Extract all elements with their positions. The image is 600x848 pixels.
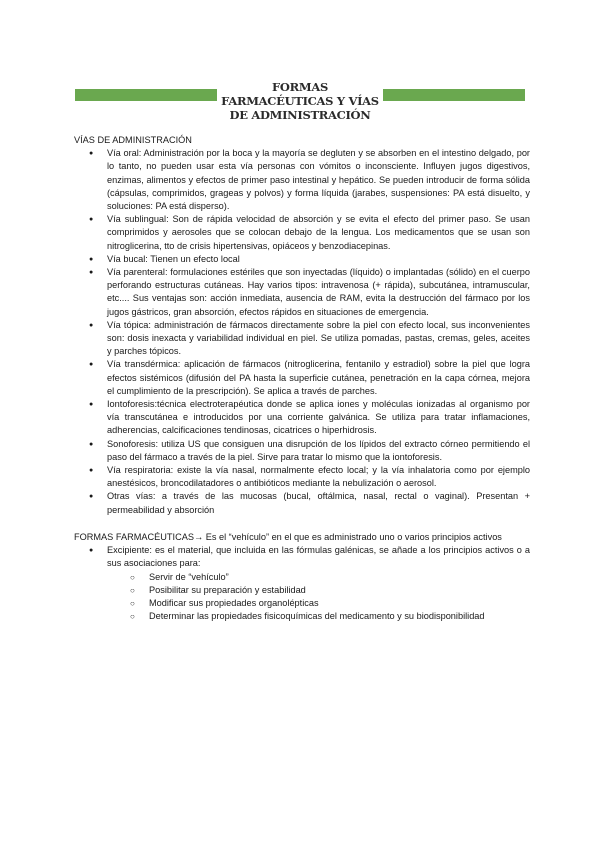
title-line-2: FARMACÉUTICAS Y VÍAS bbox=[221, 94, 379, 108]
formas-list bbox=[74, 544, 530, 623]
list-item: ● Vía bucal: Tienen un efecto local bbox=[74, 253, 530, 266]
list-item: ● Vía tópica: administración de fármacos directamente sobre la piel con efecto local, sus inconvenientes son: dosis inexacta y variabilidad individual en piel. Se utiliza pomadas, pastas, cremas, geles, aceites y parches tópicos. bbox=[74, 319, 530, 359]
sublist-item: ○ Servir de “vehículo” bbox=[107, 571, 530, 584]
section-heading-formas: FORMAS FARMACÉUTICAS→ Es el “vehículo” en el que es administrado uno o varios principios activos bbox=[74, 531, 502, 542]
list-item: ● Iontoforesis:técnica electroterapéutica donde se aplica iones y moléculas ionizadas al organismo por vía transcutánea e introducidos por una corriente galvánica. Se utiliza para tratar inflamaciones, adherencias, calcificaciones tendinosas, cicatrices o hiperhidrosis. bbox=[74, 398, 530, 438]
title-line-3: DE ADMINISTRACIÓN bbox=[229, 108, 371, 122]
list-item: ● Vía sublingual: Son de rápida velocidad de absorción y se evita el efecto del primer paso. Se usan comprimidos y aerosoles que se colocan debajo de la lengua. Los medicamentos que se usan son nitroglicerina, tto de crisis hipertensivas, opiáceos y benzodiacepinas. bbox=[74, 213, 530, 253]
vias-list bbox=[74, 147, 530, 517]
list-item: ● Vía transdérmica: aplicación de fármacos (nitroglicerina, fentanilo y estradiol) sobre la piel que logra efectos sistémicos (difusión del PA hasta la superficie cutánea, penetración en la capa córnea, mejora el cumplimiento de la prescripción). Se aplica a través de parches. bbox=[74, 358, 530, 398]
sublist-item: ○ Posibilitar su preparación y estabilidad bbox=[107, 584, 530, 597]
section-spacer bbox=[74, 517, 530, 531]
title-bar-right bbox=[383, 89, 525, 101]
sublist-item: ○ Modificar sus propiedades organolépticas bbox=[107, 597, 530, 610]
list-item: ● Vía oral: Administración por la boca y la mayoría se degluten y se absorben en el intestino delgado, por lo tanto, no pueden usar esta vía personas con vómitos o inconsciente. Influyen jugos digestivos, enzimas, alimentos y efectos de primer paso intestinal y hepático. Se pueden introducir de forma sólida (cápsulas, comprimidos, grageas y polvos) y forma líquida (jarabes, suspensiones: PA está disuelto, y soluciones: PA está disperso). bbox=[74, 147, 530, 213]
list-item: ● Sonoforesis: utiliza US que consiguen una disrupción de los lípidos del extracto córneo permitiendo el paso del fármaco a través de la piel. Sirve para tratar lo mismo que la iontoforesis. bbox=[74, 438, 530, 464]
list-item-excipiente bbox=[74, 544, 530, 623]
title-line-1: FORMAS bbox=[272, 80, 328, 94]
list-item: ● Vía respiratoria: existe la vía nasal, normalmente efecto local; y la vía inhalatoria como por ejemplo anestésicos, broncodilatadores o antibióticos mediante la nebulización o aerosol. bbox=[74, 464, 530, 490]
section-heading-vias: VÍAS DE ADMINISTRACIÓN bbox=[74, 135, 192, 145]
list-item: ● Otras vías: a través de las mucosas (bucal, oftálmica, nasal, rectal o vaginal). Presentan + permeabilidad y absorción bbox=[74, 490, 530, 516]
document-body bbox=[74, 134, 530, 623]
excipiente-text: Excipiente: es el material, que incluida en las fórmulas galénicas, se añade a los principios activos o a sus asociaciones para: bbox=[107, 545, 530, 569]
excipiente-sublist bbox=[107, 571, 530, 624]
document-title bbox=[217, 80, 383, 122]
list-item: ● Vía parenteral: formulaciones estériles que son inyectadas (líquido) o implantadas (sólido) en el cuerpo perforando estructuras cutáneas. Hay varios tipos: intravenosa (+ rápida), subcutánea, intramuscular, etc.... Sus ventajas son: acción inmediata, ausencia de RAM, evita la destrucción del fármaco por los jugos gástricos, gran absorción, efectos rápidos en situaciones de emergencia. bbox=[74, 266, 530, 319]
title-bar-left bbox=[75, 89, 217, 101]
sublist-item: ○ Determinar las propiedades fisicoquímicas del medicamento y su biodisponibilidad bbox=[107, 610, 530, 623]
